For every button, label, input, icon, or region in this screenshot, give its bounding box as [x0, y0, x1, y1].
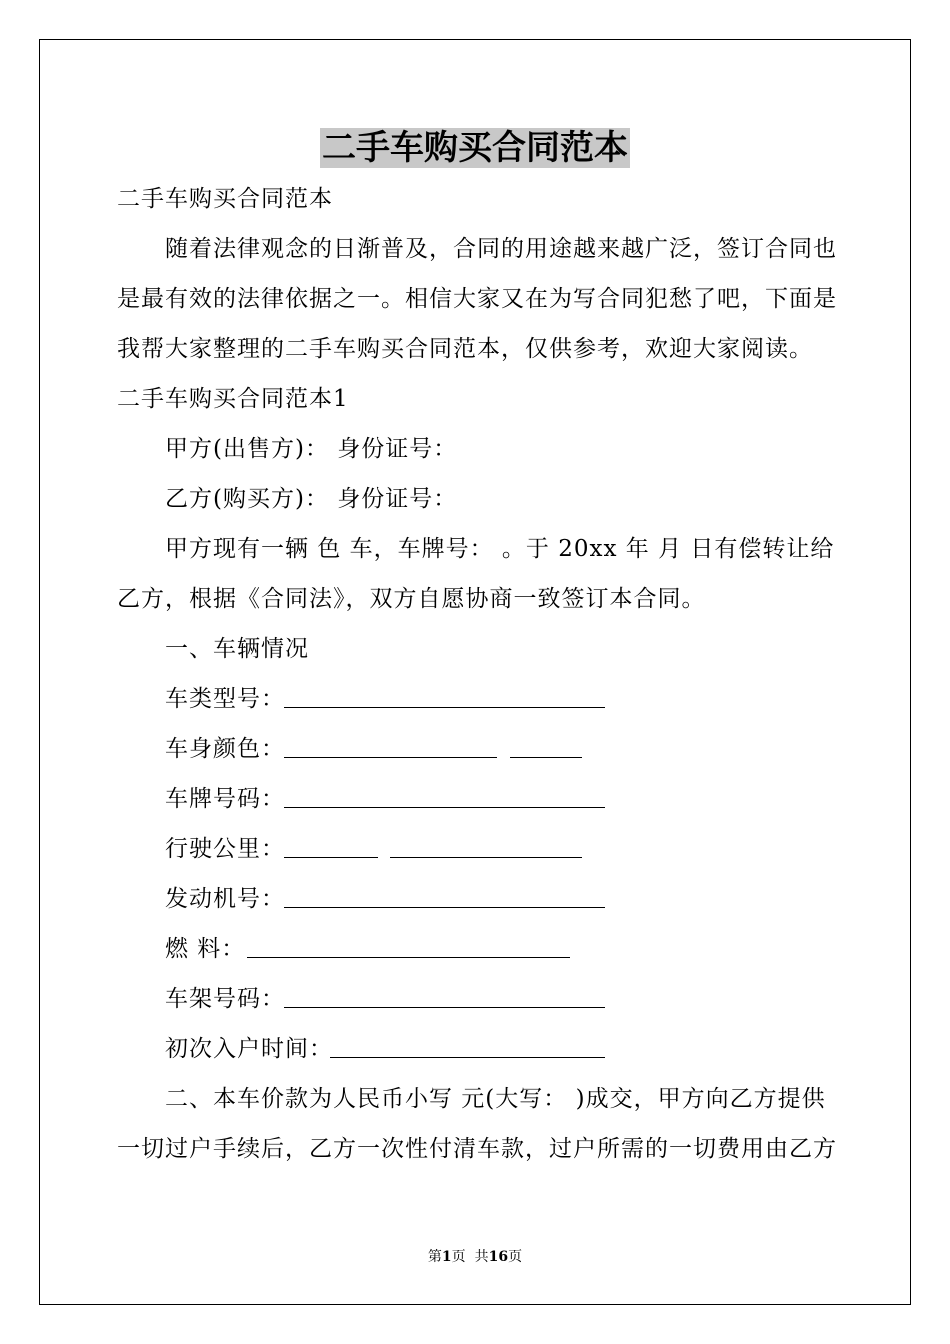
page-footer — [0, 1246, 950, 1266]
field-registration-label: 初次入户时间： — [165, 1036, 333, 1062]
footer-suffix: 页 — [508, 1249, 523, 1265]
field-engine-label: 发动机号： — [165, 886, 285, 912]
document-title — [0, 124, 950, 172]
transfer-line-1: 甲方现有一辆 色 车，车牌号： 。于 20xx 年 月 日有偿转让给 — [165, 536, 835, 562]
field-fuel-blank — [247, 957, 570, 958]
price-line-1: 二、本车价款为人民币小写 元(大写： )成交，甲方向乙方提供 — [165, 1086, 826, 1112]
field-model-blank — [284, 707, 605, 708]
document-title-text: 二手车购买合同范本 — [322, 128, 628, 168]
field-model-label: 车类型号： — [165, 686, 285, 712]
footer-total-pages: 16 — [488, 1249, 509, 1265]
field-color-blank-1 — [284, 757, 497, 758]
price-line-2: 一切过户手续后，乙方一次性付清车款，过户所需的一切费用由乙方 — [117, 1136, 837, 1162]
field-mileage-blank-1 — [284, 857, 378, 858]
footer-mid: 页 共 — [451, 1249, 489, 1265]
transfer-line-2: 乙方，根据《合同法》，双方自愿协商一致签订本合同。 — [117, 586, 706, 612]
field-mileage-blank-2 — [390, 857, 582, 858]
field-color-label: 车身颜色： — [165, 736, 285, 762]
footer-page-number: 1 — [441, 1249, 452, 1265]
intro-line-2: 是最有效的法律依据之一。相信大家又在为写合同犯愁了吧，下面是 — [117, 286, 837, 312]
field-plate-blank — [284, 807, 605, 808]
section-heading: 二手车购买合同范本1 — [117, 386, 349, 412]
field-fuel-label: 燃 料： — [165, 936, 246, 962]
field-mileage-label: 行驶公里： — [165, 836, 285, 862]
document-subtitle: 二手车购买合同范本 — [117, 186, 333, 212]
intro-line-1: 随着法律观念的日渐普及，合同的用途越来越广泛，签订合同也 — [165, 236, 837, 262]
field-engine-blank — [284, 907, 605, 908]
page-border — [39, 39, 911, 1305]
footer-prefix: 第 — [427, 1249, 442, 1265]
field-color-blank-2 — [510, 757, 582, 758]
field-plate-label: 车牌号码： — [165, 786, 285, 812]
field-frame-label: 车架号码： — [165, 986, 285, 1012]
intro-line-3: 我帮大家整理的二手车购买合同范本，仅供参考，欢迎大家阅读。 — [117, 336, 813, 362]
field-frame-blank — [284, 1007, 605, 1008]
field-registration-blank — [330, 1057, 605, 1058]
party-a-line: 甲方(出售方)： 身份证号： — [165, 436, 458, 462]
party-b-line: 乙方(购买方)： 身份证号： — [165, 486, 458, 512]
vehicle-heading: 一、车辆情况 — [165, 636, 309, 662]
